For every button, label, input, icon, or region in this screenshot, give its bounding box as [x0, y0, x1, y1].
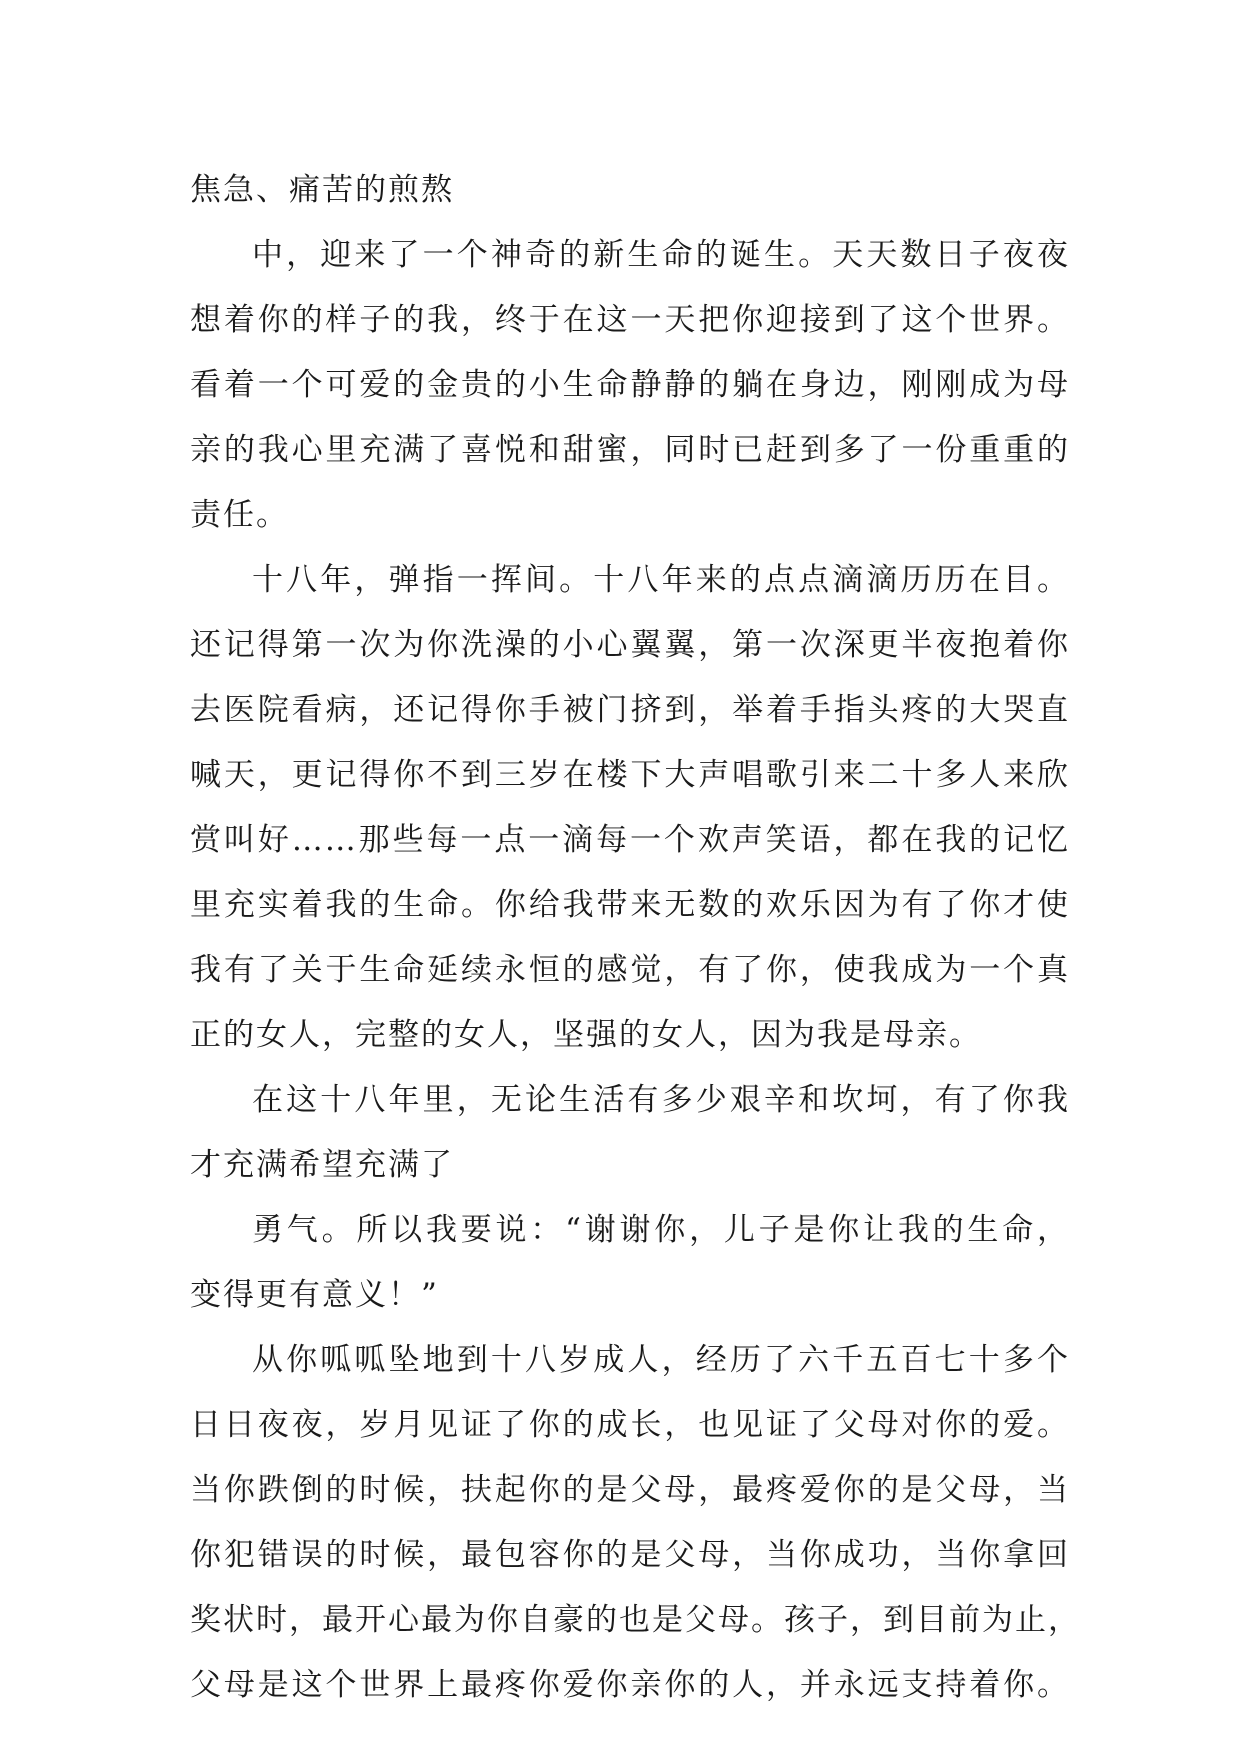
- paragraph: [190, 158, 1070, 223]
- text-line: 我有了关于生命延续永恒的感觉，有了你，使我成为一个真: [190, 952, 1070, 988]
- paragraph: [190, 223, 1070, 548]
- text-line: 亲的我心里充满了喜悦和甜蜜，同时已赶到多了一份重重的: [190, 432, 1070, 468]
- paragraph: [190, 1068, 1070, 1198]
- text-line: 变得更有意义！”: [190, 1277, 439, 1313]
- text-line: 里充实着我的生命。你给我带来无数的欢乐因为有了你才使: [190, 887, 1070, 923]
- text-line: 奖状时，最开心最为你自豪的也是父母。孩子，到目前为止，: [190, 1602, 1081, 1638]
- text-line: 勇气。所以我要说：“谢谢你，儿子是你让我的生命，: [252, 1212, 1070, 1248]
- text-line: 焦急、痛苦的煎熬: [190, 172, 454, 208]
- text-line: 正的女人，完整的女人，坚强的女人，因为我是母亲。: [190, 1017, 982, 1053]
- text-line: 中，迎来了一个神奇的新生命的诞生。天天数日子夜夜: [252, 237, 1070, 273]
- document-body: [190, 158, 1081, 1718]
- text-line: 十八年，弹指一挥间。十八年来的点点滴滴历历在目。: [252, 562, 1070, 598]
- text-line: 赏叫好……那些每一点一滴每一个欢声笑语，都在我的记忆: [190, 822, 1070, 858]
- text-line: 从你呱呱坠地到十八岁成人，经历了六千五百七十多个: [252, 1342, 1070, 1378]
- paragraph: [190, 1328, 1081, 1718]
- text-line: 你犯错误的时候，最包容你的是父母，当你成功，当你拿回: [190, 1537, 1070, 1573]
- text-line: 当你跌倒的时候，扶起你的是父母，最疼爱你的是父母，当: [190, 1472, 1070, 1508]
- paragraph: [190, 548, 1070, 1068]
- text-line: 去医院看病，还记得你手被门挤到，举着手指头疼的大哭直: [190, 692, 1070, 728]
- text-line: 日日夜夜，岁月见证了你的成长，也见证了父母对你的爱。: [190, 1407, 1070, 1443]
- text-line: 喊天，更记得你不到三岁在楼下大声唱歌引来二十多人来欣: [190, 757, 1070, 793]
- paragraph: [190, 1198, 1070, 1328]
- text-line: 才充满希望充满了: [190, 1147, 454, 1183]
- text-line: 父母是这个世界上最疼你爱你亲你的人，并永远支持着你。: [190, 1667, 1070, 1703]
- text-line: 想着你的样子的我，终于在这一天把你迎接到了这个世界。: [190, 302, 1070, 338]
- text-line: 还记得第一次为你洗澡的小心翼翼，第一次深更半夜抱着你: [190, 627, 1070, 663]
- text-line: 在这十八年里，无论生活有多少艰辛和坎坷，有了你我: [252, 1082, 1070, 1118]
- text-line: 责任。: [190, 497, 289, 533]
- text-line: 看着一个可爱的金贵的小生命静静的躺在身边，刚刚成为母: [190, 367, 1070, 403]
